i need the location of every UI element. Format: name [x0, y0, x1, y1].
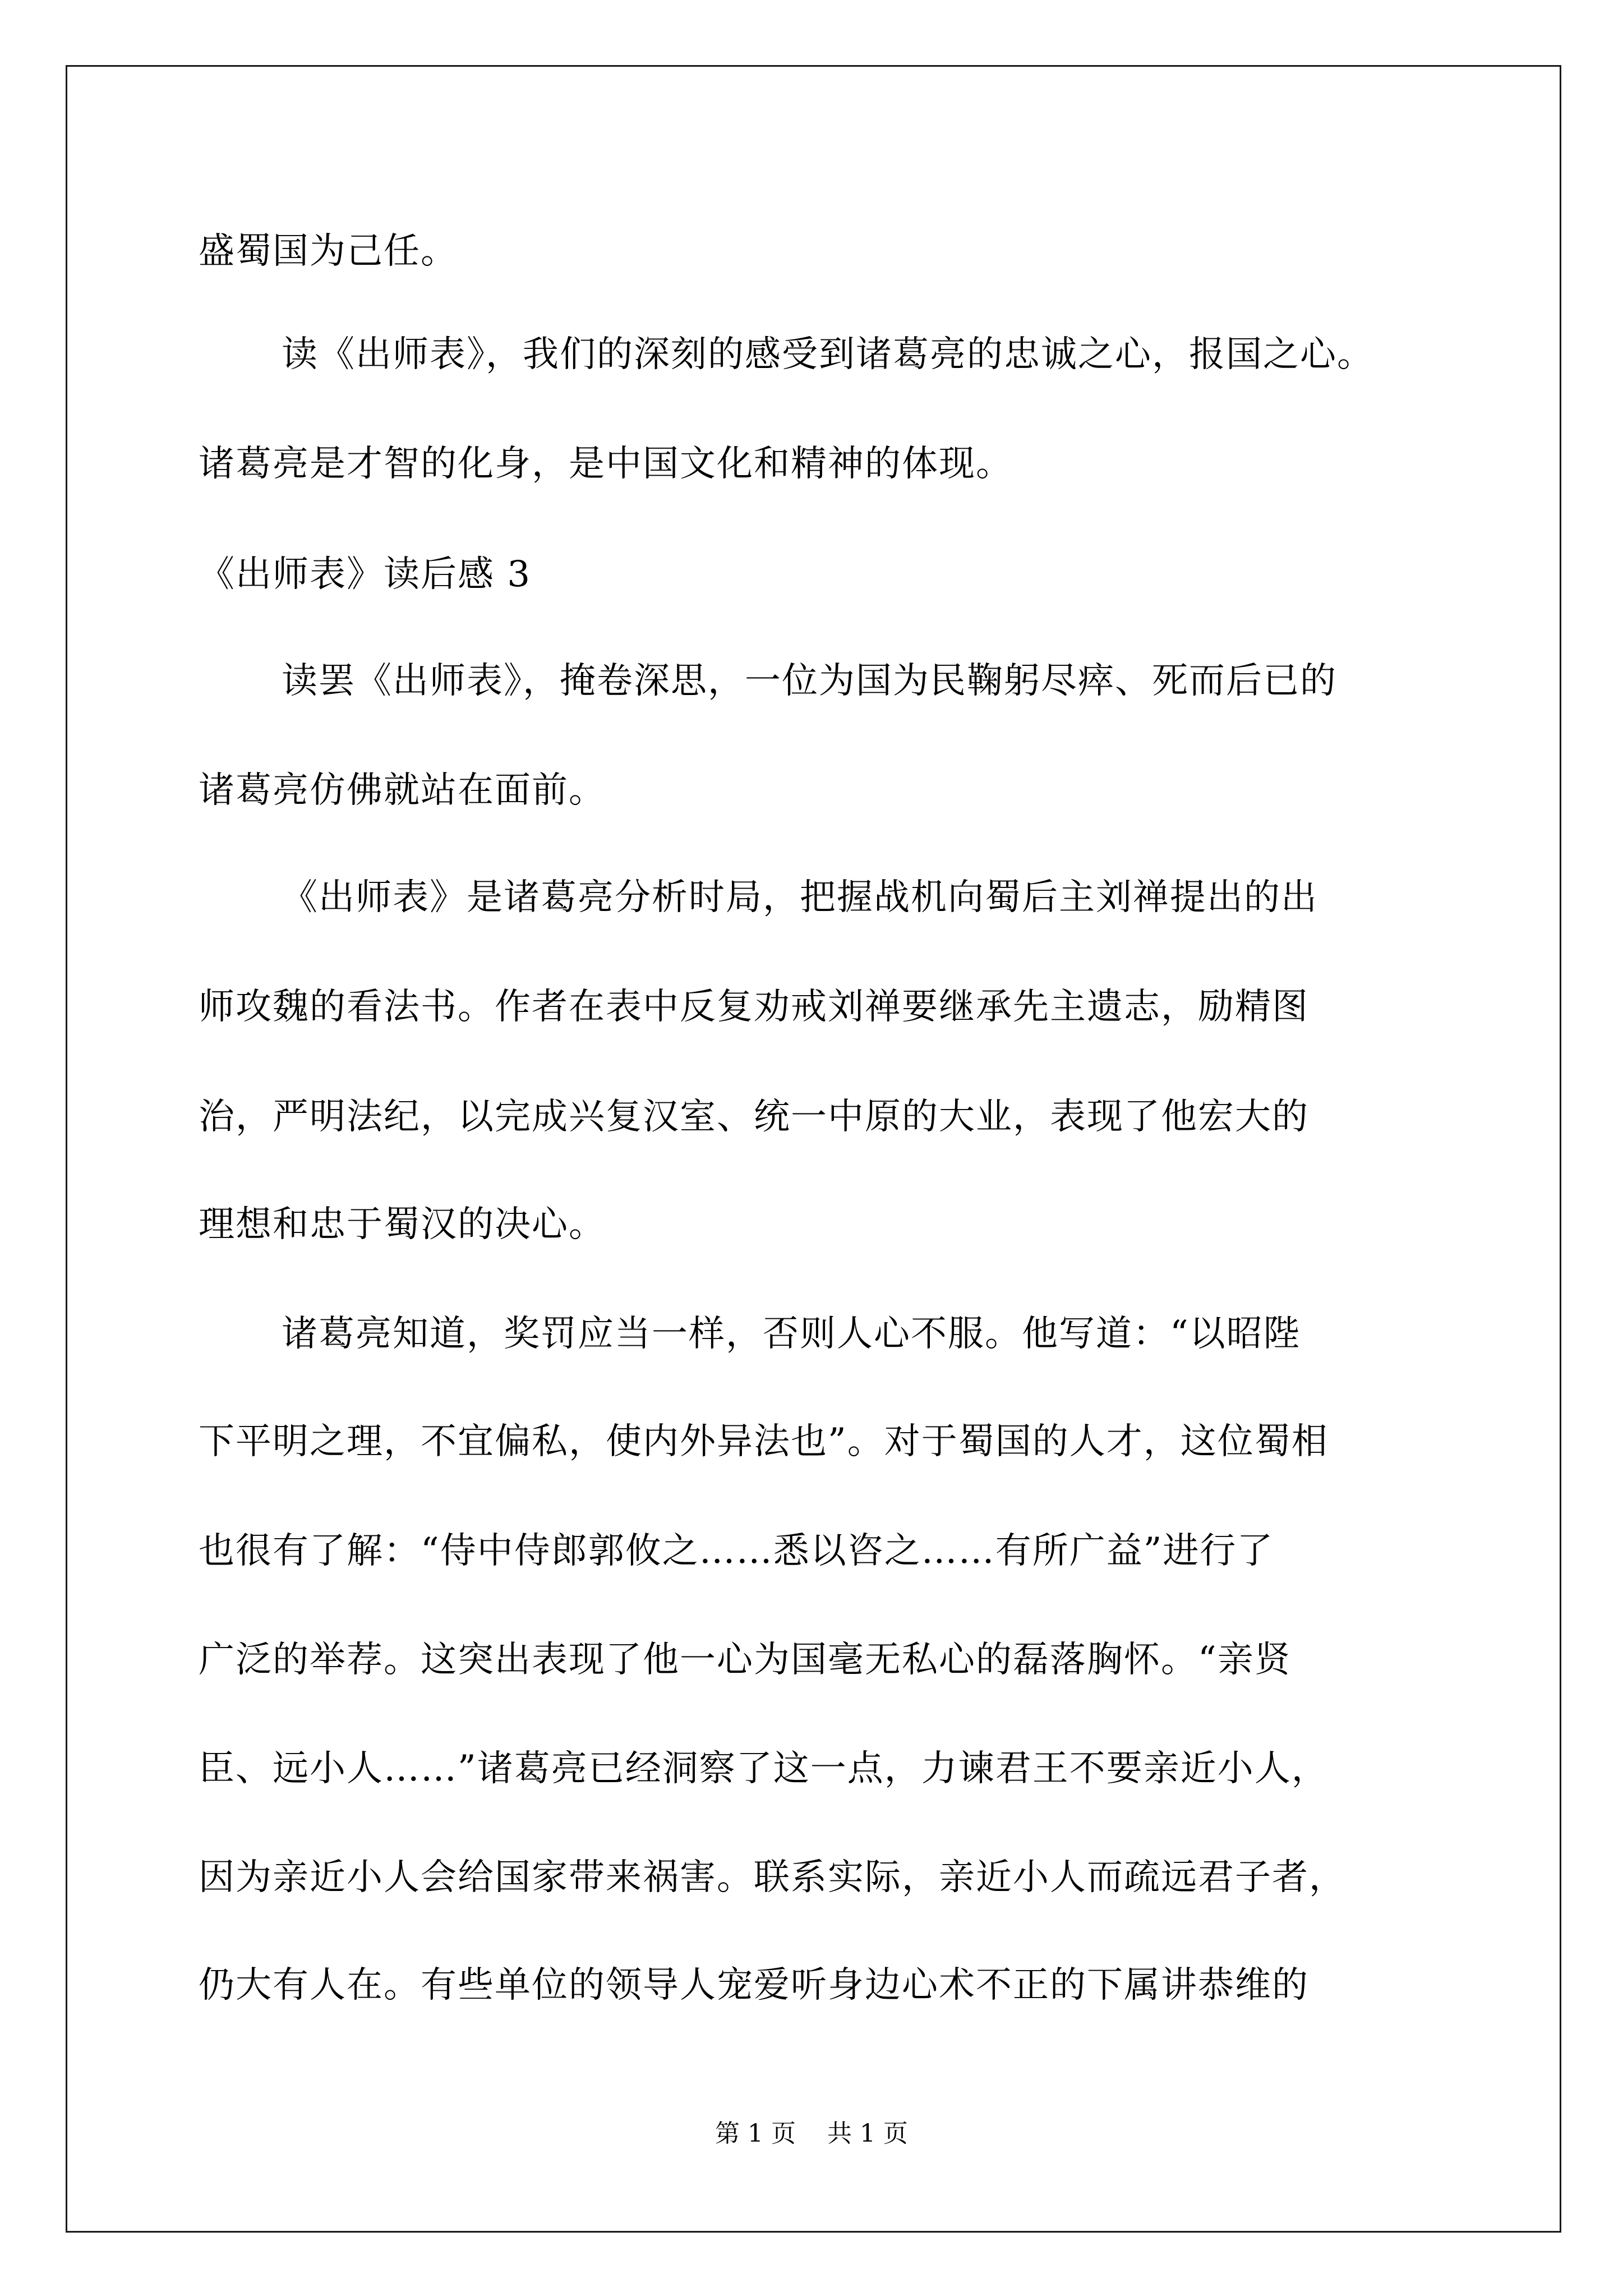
text-line: 师攻魏的看法书。作者在表中反复劝戒刘禅要继承先主遗志，励精图 — [199, 986, 1309, 1028]
section-heading: 《出师表》读后感 3 — [199, 554, 532, 595]
text-line: 诸葛亮仿佛就站在面前。 — [199, 770, 606, 811]
text-line: 读罢《出师表》，掩卷深思，一位为国为民鞠躬尽瘁、死而后已的 — [282, 660, 1337, 702]
text-line: 因为亲近小人会给国家带来祸害。联系实际，亲近小人而疏远君子者， — [199, 1857, 1346, 1898]
page-number-footer: 第 1 页 共 1 页 — [715, 2119, 908, 2148]
text-line: 臣、远小人……”诸葛亮已经洞察了这一点，力谏君王不要亲近小人， — [199, 1748, 1329, 1789]
text-line: 广泛的举荐。这突出表现了他一心为国毫无私心的磊落胸怀。“亲贤 — [199, 1639, 1292, 1681]
text-line: 也很有了解：“侍中侍郎郭攸之……悉以咨之……有所广益”进行了 — [199, 1530, 1274, 1572]
text-line: 盛蜀国为己任。 — [199, 231, 458, 272]
text-line: 治，严明法纪，以完成兴复汉室、统一中原的大业，表现了他宏大的 — [199, 1096, 1309, 1138]
text-line: 诸葛亮是才智的化身，是中国文化和精神的体现。 — [199, 443, 1013, 485]
text-line: 诸葛亮知道，奖罚应当一样，否则人心不服。他写道：“以昭陛 — [282, 1313, 1301, 1355]
page-border — [66, 65, 1561, 2233]
text-line: 理想和忠于蜀汉的决心。 — [199, 1204, 606, 1245]
text-line: 《出师表》是诸葛亮分析时局，把握战机向蜀后主刘禅提出的出 — [282, 877, 1318, 918]
text-line: 读《出师表》，我们的深刻的感受到诸葛亮的忠诚之心，报国之心。 — [282, 334, 1374, 375]
text-line: 下平明之理，不宜偏私，使内外异法也”。对于蜀国的人才，这位蜀相 — [199, 1421, 1329, 1462]
text-line: 仍大有人在。有些单位的领导人宠爱听身边心术不正的下属讲恭维的 — [199, 1964, 1309, 2006]
